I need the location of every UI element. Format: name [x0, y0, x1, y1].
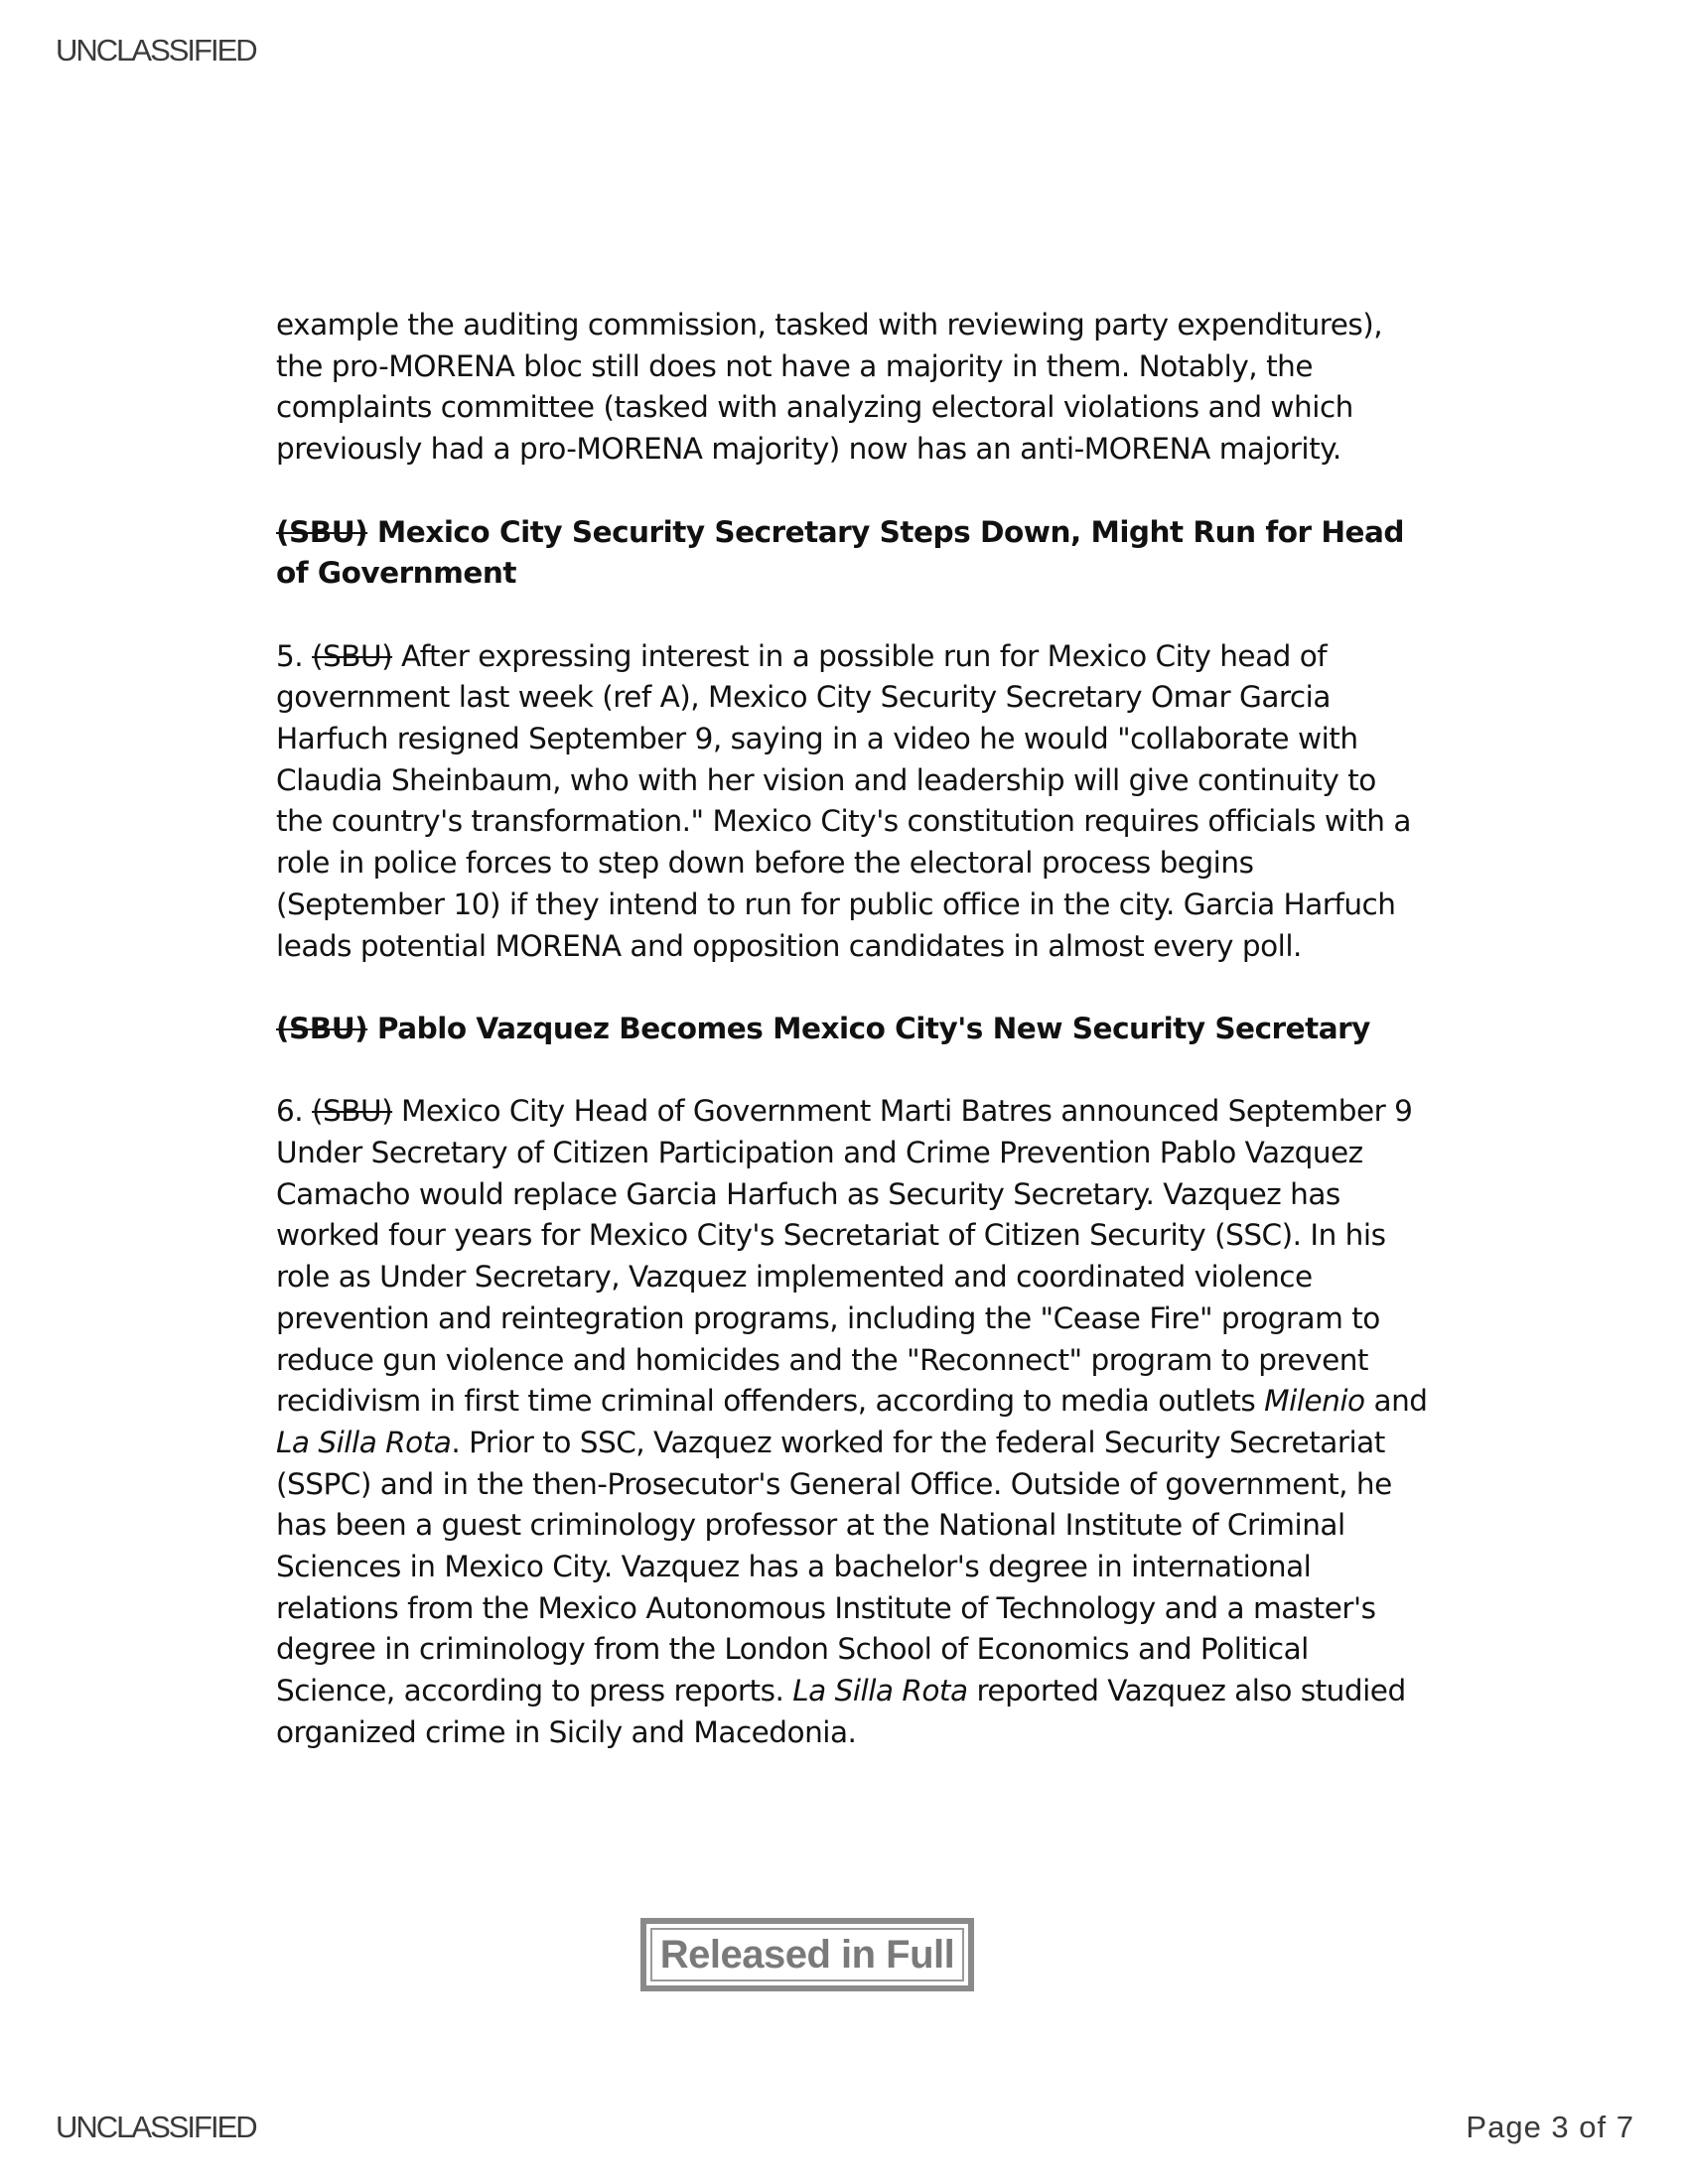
classification-marking-bottom: UNCLASSIFIED [56, 2110, 256, 2144]
paragraph-5 [276, 636, 1428, 968]
sbu-marker: (SBU) [276, 514, 368, 549]
media-outlet-name: Milenio [1264, 1384, 1365, 1419]
paragraph-text: After expressing interest in a possible run for Mexico City head of government last week (ref A), Mexico City Security Secretary Omar Garcia Harfuch resigned September 9, saying in a video he would "collaborate with Claudia Sheinbaum, who with her vision and leadership will give continuity to the country's transformation." Mexico City's constitution requires officials with a role in police forces to step down before the electoral process begins (September 10) if they intend to run for public office in the city. Garcia Harfuch leads potential MORENA and opposition candidates in almost every poll. [276, 638, 1411, 963]
document-body [276, 305, 1428, 1795]
continuation-paragraph: example the auditing commission, tasked with reviewing party expenditures), the pro-MORENA bloc still does not have a majority in them. Notably, the complaints committee (tasked with analyzing electoral violations and which previously had a pro-MORENA majority) now has an anti-MORENA majority. [276, 308, 1383, 467]
paragraph-6 [276, 1091, 1428, 1753]
paragraph-text: reported Vazquez also studied organized crime in Sicily and Macedonia. [276, 1674, 1406, 1749]
section-heading-text: Pablo Vazquez Becomes Mexico City's New Security Secretary [367, 1011, 1370, 1045]
section-heading-new-secretary [276, 1009, 1428, 1050]
classification-marking-top: UNCLASSIFIED [56, 33, 256, 68]
sbu-marker: (SBU) [312, 1094, 393, 1129]
page-number: Page 3 of 7 [1466, 2110, 1634, 2144]
paragraph-text: and [1364, 1384, 1428, 1419]
paragraph-text: . Prior to SSC, Vazquez worked for the federal Security Secretariat (SSPC) and in the then-Prosecutor's General Office. Outside of government, he has been a guest criminology professor at the National Institute of Criminal Sciences in Mexico City. Vazquez has a bachelor's degree in international relations from the Mexico Autonomous Institute of Technology and a master's degree in criminology from the London School of Economics and Political Science, according to press reports. [276, 1425, 1392, 1708]
release-stamp [640, 1918, 974, 1991]
section-heading-text: Mexico City Security Secretary Steps Down, Might Run for Head of Government [276, 514, 1405, 591]
sbu-marker: (SBU) [276, 1011, 368, 1045]
paragraph-text: Mexico City Head of Government Marti Batres announced September 9 Under Secretary of Citizen Participation and Crime Prevention Pablo Vazquez Camacho would replace Garcia Harfuch as Security Secretary. Vazquez has worked four years for Mexico City's Secretariat of Citizen Security (SSC). In his role as Under Secretary, Vazquez implemented and coordinated violence prevention and reintegration programs, including the "Cease Fire" program to reduce gun violence and homicides and the "Reconnect" program to prevent recidivism in first time criminal offenders, according to media outlets [276, 1094, 1413, 1419]
paragraph-number: 6. [276, 1094, 313, 1129]
release-stamp-text: Released in Full [650, 1928, 964, 1981]
sbu-marker: (SBU) [312, 638, 393, 673]
paragraph-number: 5. [276, 638, 313, 673]
section-heading-security-secretary [276, 512, 1428, 595]
media-outlet-name: La Silla Rota [276, 1425, 452, 1459]
media-outlet-name: La Silla Rota [792, 1674, 968, 1708]
